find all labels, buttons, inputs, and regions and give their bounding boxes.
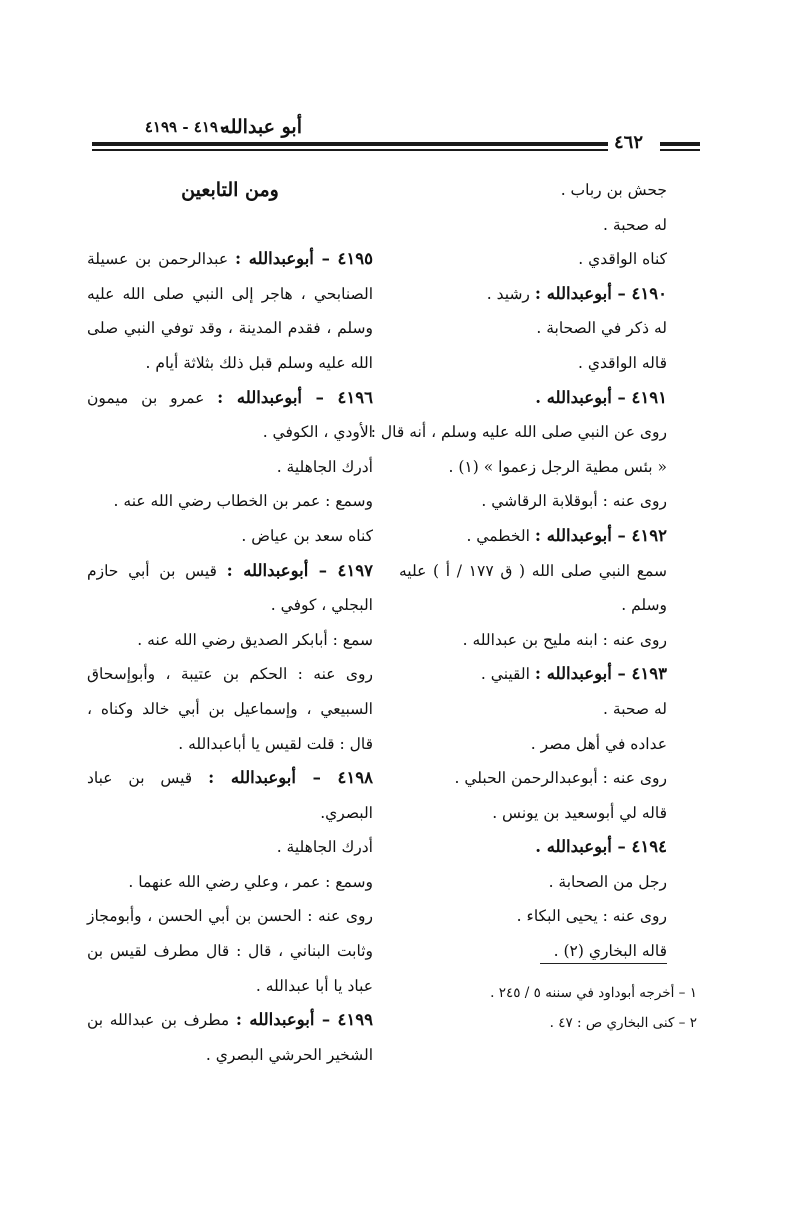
line-text: له صحبة . xyxy=(603,215,667,234)
line-text: رشيد . xyxy=(486,284,535,303)
text-line xyxy=(87,381,373,416)
entry-heading: ٤١٩٧ – أبوعبدالله : xyxy=(226,560,373,580)
text-line xyxy=(399,450,667,485)
line-text: البجلي ، كوفي . xyxy=(270,596,373,615)
text-line xyxy=(87,484,373,519)
text-line xyxy=(399,554,667,589)
line-text: البصري. xyxy=(320,803,373,822)
text-line xyxy=(399,692,667,727)
section-heading: ومن التابعين xyxy=(181,179,279,201)
entry-heading: ٤١٩١ – أبوعبدالله . xyxy=(535,387,667,407)
text-line xyxy=(399,311,667,346)
line-text: روى عنه : الحكم بن عتيبة ، وأبوإسحاق xyxy=(87,665,373,684)
text-line xyxy=(87,1038,373,1073)
text-line xyxy=(399,796,667,831)
text-line xyxy=(399,277,667,312)
text-line xyxy=(399,623,667,658)
text-line xyxy=(399,381,667,416)
line-text: وسلم . xyxy=(621,596,667,615)
text-line xyxy=(87,657,373,692)
text-line xyxy=(87,623,373,658)
text-line xyxy=(87,311,373,346)
line-text: وسلم ، فقدم المدينة ، وقد توفي النبي صلى xyxy=(87,319,373,338)
text-line xyxy=(87,830,373,865)
line-text: قال : قلت لقيس يا أباعبدالله . xyxy=(178,734,373,753)
text-line xyxy=(87,692,373,727)
running-header-range: ٤١٩٠ - ٤١٩٩ xyxy=(144,118,226,136)
text-line xyxy=(399,761,667,796)
text-line xyxy=(87,277,373,312)
line-text: سمع النبي صلى الله ( ق ١٧٧ / أ ) عليه xyxy=(399,561,667,580)
text-line xyxy=(87,761,373,796)
entry-heading: ٤١٩٨ – أبوعبدالله : xyxy=(208,768,373,788)
text-line xyxy=(399,346,667,381)
text-line xyxy=(87,1003,373,1038)
entry-heading: ٤١٩٤ – أبوعبدالله . xyxy=(535,837,667,857)
text-line xyxy=(87,588,373,623)
line-text: القيني . xyxy=(480,665,535,684)
footnote: ١ – أخرجه أبوداود في سننه ٥ / ٢٤٥ . xyxy=(490,985,697,1001)
line-text: كناه الواقدي . xyxy=(578,250,667,269)
text-line xyxy=(399,519,667,554)
entry-heading: ٤١٩٥ – أبوعبدالله : xyxy=(234,249,373,269)
text-line xyxy=(399,865,667,900)
text-line xyxy=(399,242,667,277)
header-rule-tail xyxy=(660,142,700,146)
line-text: مطرف بن عبدالله بن xyxy=(87,1011,236,1030)
line-text: الخطمي . xyxy=(466,526,535,545)
text-line xyxy=(87,899,373,934)
text-line xyxy=(370,415,667,450)
line-text: قيس بن عباد xyxy=(87,769,209,788)
line-text: السبيعي ، وإسماعيل بن أبي خالد وكناه ، xyxy=(87,699,373,718)
line-text: قاله الواقدي . xyxy=(578,353,667,372)
header-rule-tail-thin xyxy=(660,149,700,151)
line-text: « بئس مطية الرجل زعموا » (١) . xyxy=(448,457,667,476)
line-text: الله عليه وسلم قبل ذلك بثلاثة أيام . xyxy=(145,353,373,372)
text-line xyxy=(399,484,667,519)
entry-heading: ٤١٩٦ – أبوعبدالله : xyxy=(217,387,373,407)
line-text: عداده في أهل مصر . xyxy=(530,734,667,753)
text-line xyxy=(87,450,373,485)
line-text: الصنابحي ، هاجر إلى النبي صلى الله عليه xyxy=(87,284,373,303)
text-line xyxy=(87,865,373,900)
text-line xyxy=(399,899,667,934)
text-line xyxy=(87,727,373,762)
text-line xyxy=(87,796,373,831)
text-line xyxy=(399,208,667,243)
line-text: له ذكر في الصحابة . xyxy=(536,319,667,338)
line-text: قاله البخاري (٢) . xyxy=(553,942,667,961)
line-text: الشخير الحرشي البصري . xyxy=(205,1045,373,1064)
line-text: روى عن النبي صلى الله عليه وسلم ، أنه قال : xyxy=(370,423,667,442)
line-text: الأودي ، الكوفي . xyxy=(262,423,373,442)
text-line xyxy=(399,657,667,692)
text-line xyxy=(87,519,373,554)
running-header xyxy=(96,116,696,140)
text-line xyxy=(399,830,667,865)
line-text: أدرك الجاهلية . xyxy=(276,838,373,857)
line-text: روى عنه : أبوقلابة الرقاشي . xyxy=(481,492,667,511)
line-text: وسمع : عمر ، وعلي رضي الله عنهما . xyxy=(128,872,373,891)
text-line xyxy=(87,969,373,1004)
text-line xyxy=(87,554,373,589)
entry-heading: ٤١٩٠ – أبوعبدالله : xyxy=(534,283,667,303)
text-line xyxy=(87,346,373,381)
line-text: رجل من الصحابة . xyxy=(548,872,667,891)
line-text: روى عنه : الحسن بن أبي الحسن ، وأبومجاز xyxy=(87,907,373,926)
line-text: روى عنه : ابنه مليح بن عبدالله . xyxy=(462,630,667,649)
entry-heading: ٤١٩٣ – أبوعبدالله : xyxy=(534,664,667,684)
line-text: وثابت البناني ، قال : قال مطرف لقيس بن xyxy=(87,942,373,961)
line-text: له صحبة . xyxy=(603,699,667,718)
footnote: ٢ – كنى البخاري ص : ٤٧ . xyxy=(549,1015,697,1031)
line-text: روى عنه : يحيى البكاء . xyxy=(516,907,667,926)
text-line xyxy=(399,173,667,208)
text-line xyxy=(87,934,373,969)
line-text: قاله لي أبوسعيد بن يونس . xyxy=(492,803,667,822)
entry-heading: ٤١٩٢ – أبوعبدالله : xyxy=(534,525,667,545)
text-line xyxy=(87,415,373,450)
text-line xyxy=(399,727,667,762)
header-rule xyxy=(92,142,608,146)
line-text: قيس بن أبي حازم xyxy=(87,561,227,580)
line-text: سمع : أبابكر الصديق رضي الله عنه . xyxy=(137,630,373,649)
line-text: جحش بن رباب . xyxy=(560,181,667,199)
footnote-separator xyxy=(540,963,667,964)
footnotes xyxy=(377,978,697,1038)
page-number: ٤٦٢ xyxy=(614,132,644,153)
right-text-column xyxy=(370,173,667,969)
left-text-column xyxy=(87,173,373,1072)
text-line xyxy=(87,242,373,277)
left-column-lines xyxy=(87,242,373,1072)
text-line xyxy=(399,588,667,623)
line-text: وسمع : عمر بن الخطاب رضي الله عنه . xyxy=(113,492,373,511)
line-text: عمرو بن ميمون xyxy=(87,388,218,407)
line-text: عباد يا أبا عبدالله . xyxy=(255,976,373,995)
entry-heading: ٤١٩٩ – أبوعبدالله : xyxy=(235,1010,373,1030)
line-text: عبدالرحمن بن عسيلة xyxy=(87,250,235,269)
line-text: روى عنه : أبوعبدالرحمن الحبلي . xyxy=(454,769,667,788)
line-text: أدرك الجاهلية . xyxy=(276,457,373,476)
header-rule-thin xyxy=(92,149,608,151)
running-header-title: أبو عبدالله xyxy=(220,116,302,138)
line-text: كناه سعد بن عياض . xyxy=(241,526,373,545)
